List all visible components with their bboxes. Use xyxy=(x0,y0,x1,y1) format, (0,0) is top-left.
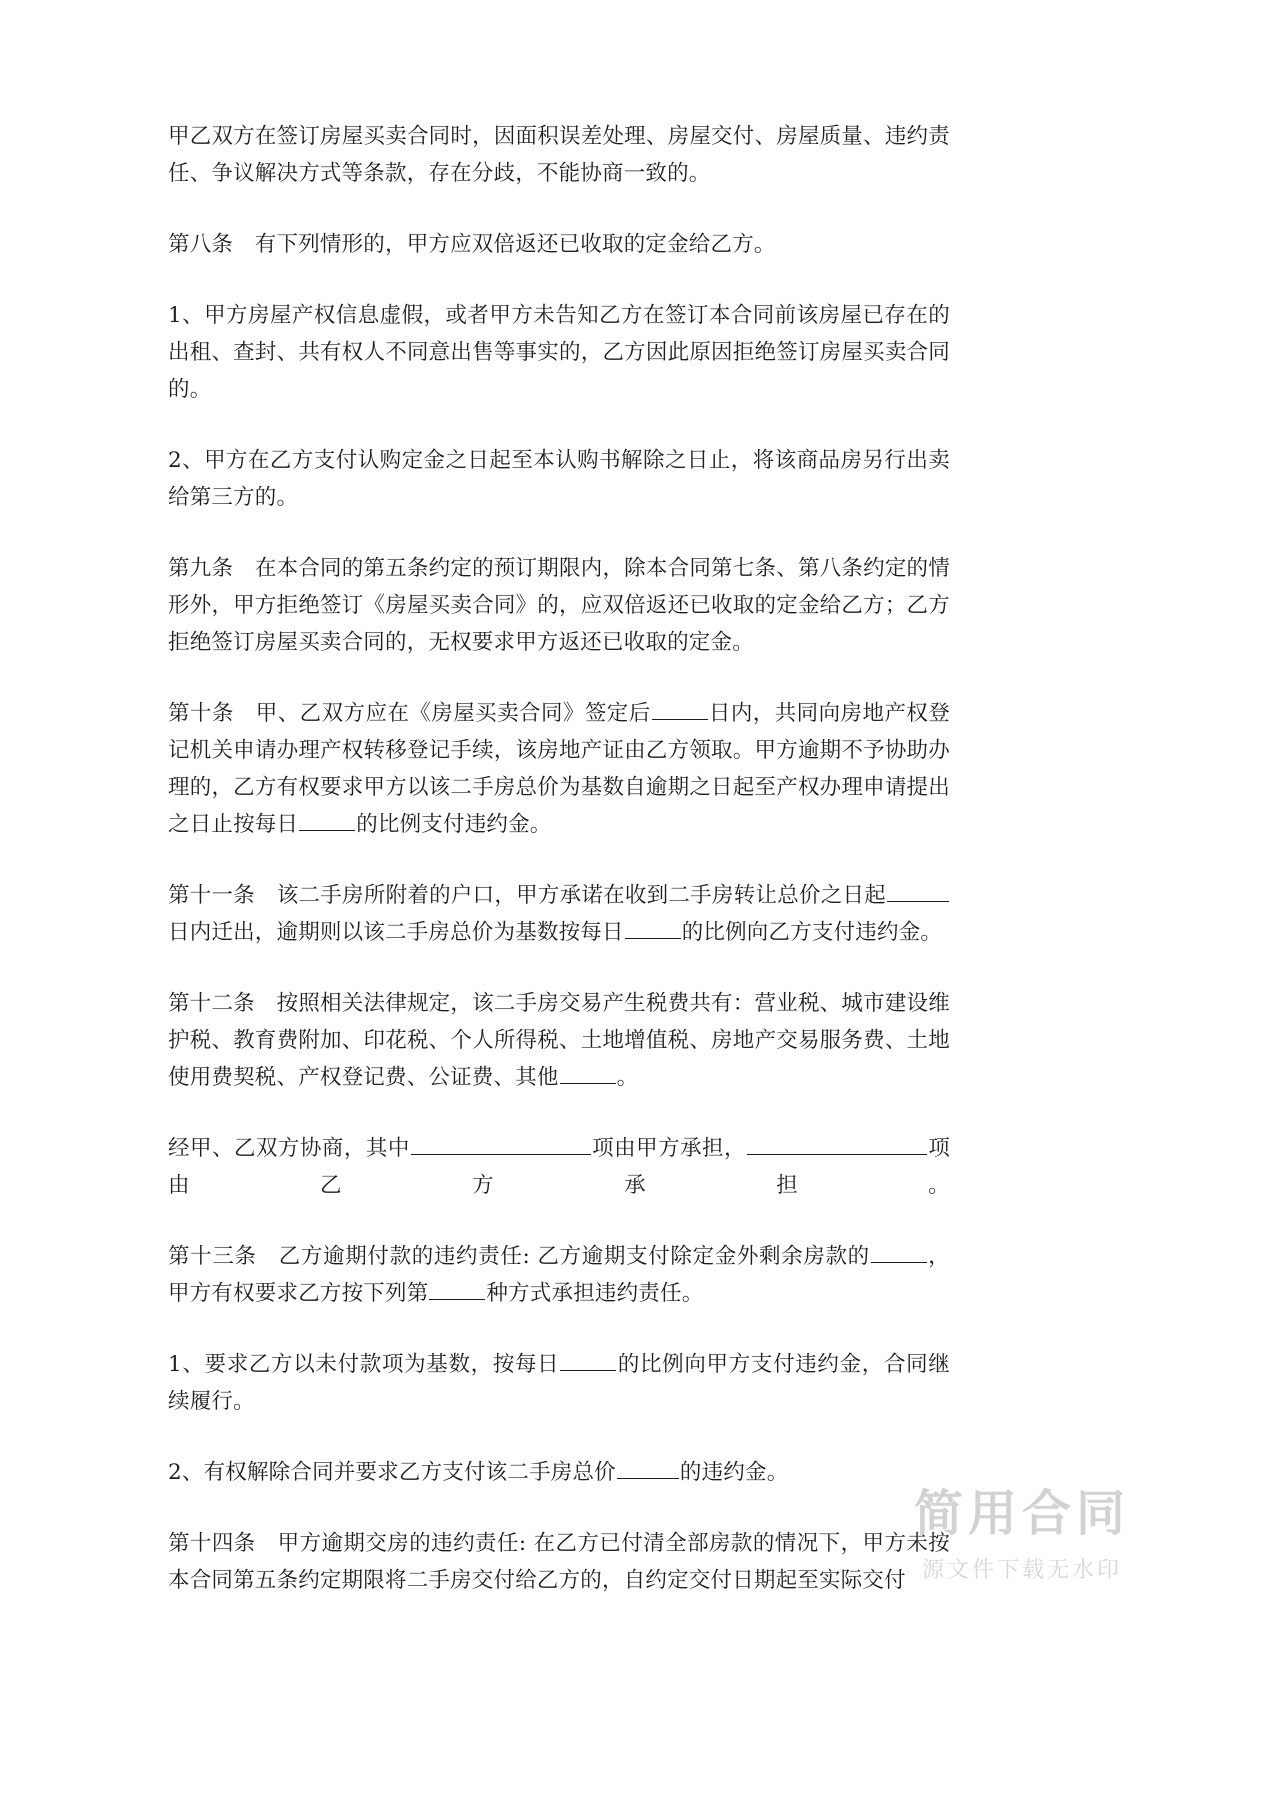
paragraph xyxy=(168,226,950,263)
paragraph-text: ，甲方有权要求乙方按下列第 xyxy=(168,1244,951,1306)
paragraph-text: 第八条 有下列情形的，甲方应双倍返还已收取的定金给乙方。 xyxy=(168,232,776,257)
paragraph-text: 种方式承担违约责任。 xyxy=(486,1281,704,1306)
paragraph xyxy=(168,1525,950,1599)
paragraph xyxy=(168,550,950,661)
paragraph xyxy=(168,1346,950,1420)
paragraph-text: 项由甲方承担， xyxy=(591,1136,747,1161)
paragraph-text: 的比例向乙方支付违约金。 xyxy=(681,920,943,945)
paragraph-text: 第十二条 按照相关法律规定，该二手房交易产生税费共有：营业税、城市建设维护税、教育费附加、印花税、个人所得税、土地增值税、房地产交易服务费、土地使用费契税、产权登记费、公证费、其他 xyxy=(168,991,950,1090)
paragraph xyxy=(168,985,950,1096)
watermark-sub-text: 源文件下载无水印 xyxy=(921,1558,1122,1583)
paragraph-text: 日内迁出，逾期则以该二手房总价为基数按每日 xyxy=(168,920,624,945)
fill-in-blank[interactable] xyxy=(560,1059,616,1084)
paragraph-text: 。 xyxy=(616,1065,639,1090)
paragraph-text: 的比例向甲方支付违约金，合同继续履行。 xyxy=(168,1352,950,1414)
document-body xyxy=(168,118,950,1599)
fill-in-blank[interactable] xyxy=(887,877,949,902)
paragraph-text: 第十一条 该二手房所附着的户口，甲方承诺在收到二手房转让总价之日起 xyxy=(168,883,886,908)
fill-in-blank[interactable] xyxy=(560,1346,616,1371)
paragraph-text: 2、甲方在乙方支付认购定金之日起至本认购书解除之日止，将该商品房另行出卖给第三方的。 xyxy=(168,448,950,510)
fill-in-blank[interactable] xyxy=(617,1454,679,1479)
paragraph xyxy=(168,1130,950,1204)
fill-in-blank[interactable] xyxy=(625,914,681,939)
paragraph-text: 的比例支付违约金。 xyxy=(356,812,552,837)
paragraph xyxy=(168,442,950,516)
paragraph-text: 的违约金。 xyxy=(679,1460,789,1485)
paragraph xyxy=(168,695,950,843)
paragraph-text: 1、要求乙方以未付款项为基数，按每日 xyxy=(168,1352,560,1377)
paragraph-text: 项由乙方承担。 xyxy=(168,1136,951,1198)
paragraph-text: 2、有权解除合同并要求乙方支付该二手房总价 xyxy=(168,1460,616,1485)
fill-in-blank[interactable] xyxy=(652,695,708,720)
paragraph xyxy=(168,1454,950,1491)
fill-in-blank[interactable] xyxy=(747,1130,927,1155)
paragraph xyxy=(168,877,950,951)
fill-in-blank[interactable] xyxy=(299,806,355,831)
paragraph-text: 第九条 在本合同的第五条约定的预订期限内，除本合同第七条、第八条约定的情形外，甲方拒绝签订《房屋买卖合同》的，应双倍返还已收取的定金给乙方；乙方拒绝签订房屋买卖合同的，无权要求甲方返还已收取的定金。 xyxy=(168,556,950,655)
fill-in-blank[interactable] xyxy=(429,1275,485,1300)
paragraph-text: 第十三条 乙方逾期付款的违约责任: 乙方逾期支付除定金外剩余房款的 xyxy=(168,1244,870,1269)
paragraph-text: 1、甲方房屋产权信息虚假，或者甲方未告知乙方在签订本合同前该房屋已存在的出租、查封、共有权人不同意出售等事实的，乙方因此原因拒绝签订房屋买卖合同的。 xyxy=(168,303,950,402)
paragraph-text: 第十四条 甲方逾期交房的违约责任: 在乙方已付清全部房款的情况下，甲方未按本合同第五条约定期限将二手房交付给乙方的，自约定交付日期起至实际交付 xyxy=(168,1531,950,1593)
paragraph xyxy=(168,118,950,192)
watermark-main-text: 简用合同 xyxy=(913,1485,1130,1543)
paragraph xyxy=(168,1238,950,1312)
paragraph-text: 经甲、乙双方协商，其中 xyxy=(168,1136,410,1161)
paragraph-text: 甲乙双方在签订房屋买卖合同时，因面积误差处理、房屋交付、房屋质量、违约责任、争议解决方式等条款，存在分歧，不能协商一致的。 xyxy=(168,124,950,186)
fill-in-blank[interactable] xyxy=(411,1130,591,1155)
fill-in-blank[interactable] xyxy=(871,1238,927,1263)
paragraph-text: 日内，共同向房地产权登记机关申请办理产权转移登记手续，该房地产证由乙方领取。甲方逾期不予协助办理的，乙方有权要求甲方以该二手房总价为基数自逾期之日起至产权办理申请提出之日止按每日 xyxy=(168,701,951,837)
paragraph xyxy=(168,297,950,408)
paragraph-text: 第十条 甲、乙双方应在《房屋买卖合同》签定后 xyxy=(168,701,651,726)
